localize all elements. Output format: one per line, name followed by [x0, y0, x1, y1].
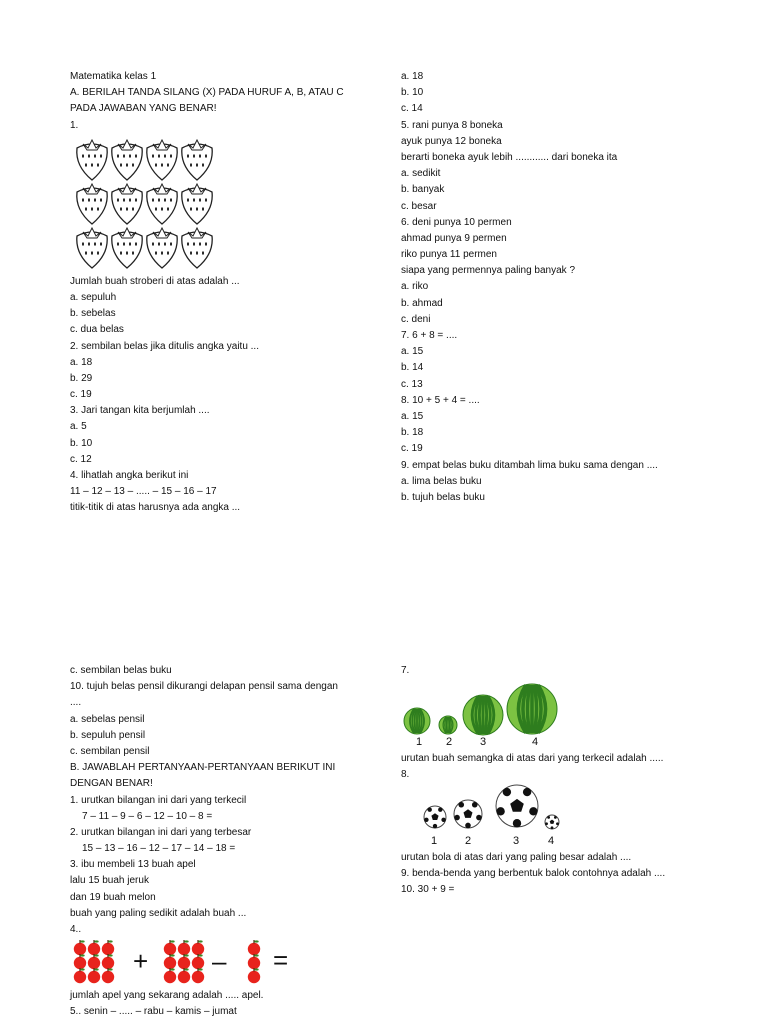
p1-right-line: siapa yang permennya paling banyak ? [401, 265, 576, 277]
p1-right-line: a. 18 [401, 71, 424, 82]
p2-left-line: B. JAWABLAH PERTANYAAN-PERTANYAAN BERIKUT INI [70, 762, 336, 774]
apple-icon [248, 968, 260, 983]
apple-icon [178, 954, 190, 969]
p2-left-line: 4.. [70, 924, 82, 935]
apple-icon [164, 940, 176, 955]
p1-right-line: b. 14 [401, 362, 424, 374]
apple-equation [70, 940, 390, 988]
strawberry-icon [182, 140, 212, 180]
p1-right-line: b. tujuh belas buku [401, 491, 485, 503]
soccer-ball-icon [454, 800, 482, 828]
p1-right-line: c. besar [401, 200, 437, 212]
apple-icon [248, 940, 260, 955]
sequence-1: 7 – 11 – 9 – 6 – 12 – 10 – 8 = [82, 810, 213, 822]
apple-icon [248, 954, 260, 969]
melon-label-3: 3 [480, 736, 487, 749]
strawberry-icon [112, 228, 142, 268]
strawberry-icon [77, 184, 107, 224]
p2-left-line: c. sembilan pensil [70, 745, 150, 757]
p1-left-line: a. sepuluh [70, 291, 117, 303]
strawberry-icon [77, 140, 107, 180]
watermelon-icon [404, 708, 430, 734]
p1-left-line: Matematika kelas 1 [70, 71, 157, 82]
page2-left-column [70, 663, 390, 1021]
p2-left-line: .... [70, 697, 82, 709]
page1-left-column [70, 69, 370, 517]
apple-equation-image [70, 940, 300, 986]
page2-right-column [401, 663, 731, 898]
p1-left-line: 11 – 12 – 13 – ..... – 15 – 16 – 17 [70, 486, 217, 498]
soccer-ball-icon [496, 785, 538, 827]
apple-icon [164, 968, 176, 983]
p1-left-line: c. 12 [70, 453, 92, 465]
p1-left-line: c. dua belas [70, 324, 124, 336]
ball-label-1: 1 [431, 834, 438, 847]
p2-right-line: urutan bola di atas dari yang paling besar adalah .... [401, 851, 632, 863]
apple-icon [88, 940, 100, 955]
strawberry-icon [147, 184, 177, 224]
soccer-ball-icon [545, 815, 559, 829]
watermelon-icon [507, 684, 557, 734]
p1-right-line: a. 15 [401, 346, 424, 358]
p1-right-line: a. 15 [401, 410, 424, 422]
p1-right-line: a. lima belas buku [401, 475, 482, 487]
apple-icon [192, 954, 204, 969]
p1-left-line: b. sebelas [70, 308, 116, 320]
melon-label-1: 1 [416, 736, 423, 749]
p2-left-line: 1. urutkan bilangan ini dari yang terkecil [70, 794, 247, 806]
p2-left-line: 5.. senin – ..... – rabu – kamis – jumat [70, 1006, 237, 1018]
p1-right-line: a. riko [401, 281, 429, 293]
watermelon-image [401, 681, 571, 737]
apple-icon [178, 940, 190, 955]
sequence-2: 15 – 13 – 16 – 12 – 17 – 14 – 18 = [82, 843, 236, 855]
strawberry-icon [182, 184, 212, 224]
question-7-label: 7. [401, 665, 410, 676]
ball-label-4: 4 [548, 834, 555, 847]
p2-left-line: b. sepuluh pensil [70, 729, 146, 741]
watermelon-icon [439, 716, 457, 734]
p1-right-line: b. 10 [401, 87, 424, 99]
p2-right-line: 9. benda-benda yang berbentuk balok contohnya adalah .... [401, 867, 666, 879]
p1-left-line: c. 19 [70, 389, 92, 401]
question-8-label: 8. [401, 769, 410, 781]
p1-left-line: 3. Jari tangan kita berjumlah .... [70, 405, 210, 417]
p1-right-line: ahmad punya 9 permen [401, 232, 507, 244]
p2-left-line: jumlah apel yang sekarang adalah ..... apel. [70, 990, 264, 1002]
apple-icon [74, 968, 86, 983]
soccer-ball-icon [424, 806, 446, 828]
apple-icon [88, 954, 100, 969]
p2-left-line: lalu 15 buah jeruk [70, 875, 149, 887]
strawberry-icon [147, 228, 177, 268]
melon-label-4: 4 [532, 736, 539, 749]
p2-left-line: 3. ibu membeli 13 buah apel [70, 859, 196, 871]
apple-icon [102, 968, 114, 983]
p2-right-line: 10. 30 + 9 = [401, 883, 455, 895]
p1-right-line: b. 18 [401, 427, 424, 439]
strawberry-icon [147, 140, 177, 180]
p1-right-line: berarti boneka ayuk lebih ............ dari boneka ita [401, 151, 618, 163]
strawberry-icon [112, 184, 142, 224]
p1-right-line: b. ahmad [401, 297, 443, 309]
plus-sign: + [133, 946, 149, 977]
p2-left-line: DENGAN BENAR! [70, 778, 153, 790]
p1-left-line: A. BERILAH TANDA SILANG (X) PADA HURUF A, B, ATAU C [70, 87, 344, 99]
p1-right-line: c. deni [401, 313, 431, 325]
strawberry-icon [112, 140, 142, 180]
apple-icon [102, 940, 114, 955]
page1-right-column [401, 69, 731, 506]
p1-left-line: a. 5 [70, 421, 87, 433]
watermelon-figure [401, 681, 731, 751]
p1-right-line: ayuk punya 12 boneka [401, 135, 502, 147]
apple-icon [192, 968, 204, 983]
p1-left-line: Jumlah buah stroberi di atas adalah ... [70, 275, 240, 287]
strawberry-icon [77, 228, 107, 268]
p1-right-line: 9. empat belas buku ditambah lima buku sama dengan .... [401, 459, 658, 471]
p1-left-line: titik-titik di atas harusnya ada angka ... [70, 502, 241, 514]
strawberry-icon [182, 228, 212, 268]
p1-right-line: 8. 10 + 5 + 4 = .... [401, 394, 480, 406]
p1-left-line: a. 18 [70, 356, 93, 368]
ball-label-3: 3 [513, 834, 520, 847]
apple-icon [164, 954, 176, 969]
p1-right-line: riko punya 11 permen [401, 249, 497, 261]
p1-left-line: PADA JAWABAN YANG BENAR! [70, 103, 217, 115]
p1-right-line: a. sedikit [401, 168, 441, 180]
apple-icon [192, 940, 204, 955]
apple-icon [102, 954, 114, 969]
question-2-label: 2. urutkan bilangan ini dari yang terbesar [70, 826, 252, 838]
p2-left-line: a. sebelas pensil [70, 713, 145, 725]
p1-left-line: 4. lihatlah angka berikut ini [70, 470, 189, 481]
watermelon-icon [463, 695, 503, 735]
p1-left-line: 2. sembilan belas jika ditulis angka yaitu ... [70, 340, 259, 352]
p1-left-line: 1. [70, 119, 79, 131]
melon-label-2: 2 [446, 736, 453, 749]
p1-right-line: c. 19 [401, 443, 423, 455]
p1-right-line: c. 13 [401, 378, 423, 390]
p1-right-line: 7. 6 + 8 = .... [401, 330, 458, 341]
p1-left-line: b. 29 [70, 372, 93, 384]
p1-right-line: c. 14 [401, 103, 423, 115]
strawberry-figure [74, 136, 370, 270]
p2-left-line: buah yang paling sedikit adalah buah ... [70, 907, 247, 919]
p1-right-line: 5. rani punya 8 boneka [401, 119, 503, 131]
apple-icon [88, 968, 100, 983]
soccer-ball-image [401, 784, 571, 836]
p2-left-line: 10. tujuh belas pensil dikurangi delapan pensil sama dengan [70, 681, 338, 693]
strawberry-grid-image [74, 136, 214, 270]
p1-right-line: 6. deni punya 10 permen [401, 216, 512, 228]
apple-icon [74, 954, 86, 969]
apple-icon [178, 968, 190, 983]
soccer-ball-figure [401, 784, 731, 850]
equals-sign: = [273, 945, 289, 976]
ball-label-2: 2 [465, 834, 472, 847]
apple-icon [74, 940, 86, 955]
p2-left-line: dan 19 buah melon [70, 891, 156, 903]
watermelon-caption: urutan buah semangka di atas dari yang terkecil adalah ..... [401, 753, 664, 765]
p2-left-line: c. sembilan belas buku [70, 665, 172, 676]
p1-left-line: b. 10 [70, 437, 93, 449]
minus-sign: – [212, 946, 227, 977]
p1-right-line: b. banyak [401, 184, 445, 196]
